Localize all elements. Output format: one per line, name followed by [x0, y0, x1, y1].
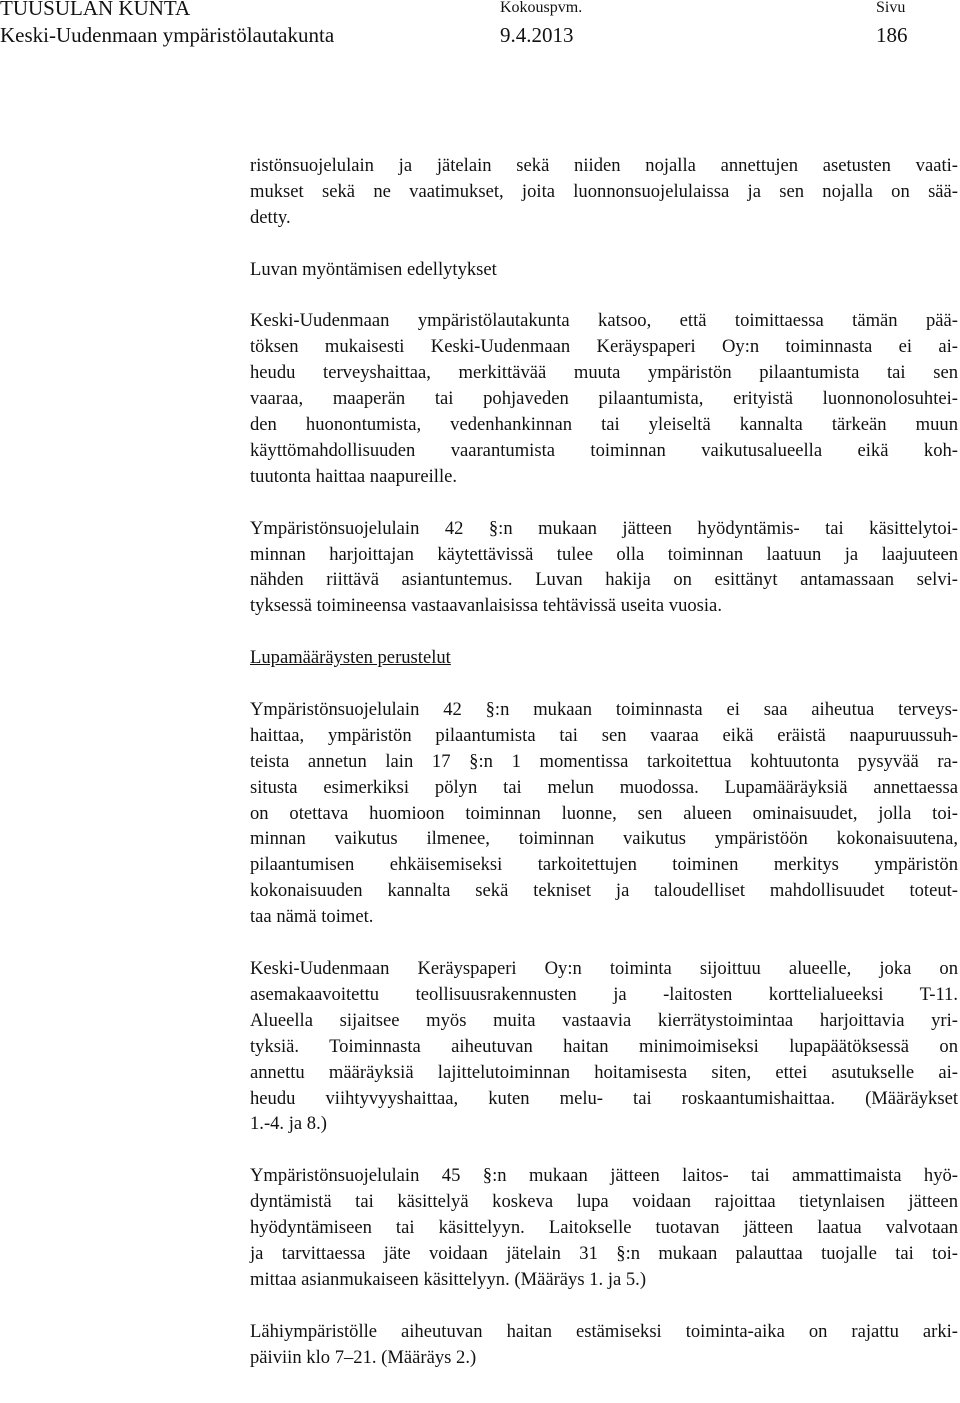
text-line: annettu määräyksiä lajittelutoiminnan hoitamisesta siten, ettei asutukselle ai-	[250, 1061, 958, 1083]
paragraph-location	[250, 956, 958, 1137]
meeting-date: 9.4.2013	[500, 23, 574, 47]
text-line: minnan vaikutus ilmenee, toiminnan vaikutus ympäristöön kokonaisuutena,	[250, 828, 958, 850]
text-line: Alueella sijaitsee myös muita vastaavia kierrätystoimintaa harjoittavia yri-	[250, 1009, 958, 1031]
text-line: mukset sekä ne vaatimukset, joita luonnonsuojelulaissa ja sen nojalla on sää-	[250, 180, 958, 202]
text-line: mittaa asianmukaiseen käsittelyyn. (Määräys 1. ja 5.)	[250, 1268, 647, 1290]
paragraph-section-42	[250, 697, 958, 930]
text-line: ristönsuojelulain ja jätelain sekä niiden nojalla annettujen asetusten vaati-	[250, 155, 958, 176]
text-line: asemakaavoitettu teollisuusrakennusten ja -laitosten korttelialueeksi T-11.	[250, 983, 958, 1005]
text-line: Ympäristönsuojelulain 42 §:n mukaan jätteen hyödyntämis- tai käsittelytoi-	[250, 517, 958, 539]
text-line: tyksessä toimineensa vastaavanlaisissa tehtävissä useita vuosia.	[250, 595, 722, 617]
text-line: Ympäristönsuojelulain 42 §:n mukaan toiminnasta ei saa aiheutua terveys-	[250, 698, 958, 720]
text-line: tyksiä. Toiminnasta aiheutuvan haitan minimoimiseksi lupapäätöksessä on	[250, 1035, 958, 1057]
paragraph-permit-conditions	[250, 308, 958, 489]
section-heading-regulation-grounds: Lupamääräysten perustelut	[250, 647, 451, 669]
paragraph-expertise	[250, 516, 958, 620]
text-line: haittaa, ympäristön pilaantumista tai sen vaaraa eikä eräistä naapuruussuh-	[250, 724, 958, 746]
text-line: detty.	[250, 206, 291, 228]
text-line: käyttömahdollisuuden vaarantumista toiminnan vaikutusalueella eikä koh-	[250, 439, 958, 461]
text-line: pilaantumisen ehkäisemiseksi tarkoitettujen toiminen merkitys ympäristön	[250, 854, 958, 876]
text-line: heudu viihtyvyyshaittaa, kuten melu- tai roskaantumishaittaa. (Määräykset	[250, 1087, 958, 1109]
department-name: Keski-Uudenmaan ympäristölautakunta	[0, 23, 335, 47]
text-line: minnan harjoittajan käytettävissä tulee olla toiminnan laatuun ja laajuuteen	[250, 543, 958, 565]
text-line: ja tarvittaessa jäte voidaan jätelain 31 §:n mukaan palauttaa tuojalle tai toi-	[250, 1242, 958, 1264]
text-line: hyödyntämiseen tai käsittelyyn. Laitokselle tuotavan jätteen laatua valvotaan	[250, 1217, 958, 1239]
page-header	[0, 0, 960, 56]
section-heading-permit-conditions: Luvan myöntämisen edellytykset	[250, 258, 497, 280]
text-line: den huonontumista, vedenhankinnan tai yleiseltä kannalta tärkeän muun	[250, 414, 958, 436]
document-body	[250, 153, 958, 1396]
text-line: Keski-Uudenmaan ympäristölautakunta katsoo, että toimittaessa tämän pää-	[250, 310, 958, 332]
text-line: dyntämistä tai käsittelyä koskeva lupa voidaan rajoittaa tietynlaisen jätteen	[250, 1191, 958, 1213]
paragraph-operating-hours	[250, 1319, 958, 1371]
text-line: Lähiympäristölle aiheutuvan haitan estämiseksi toiminta-aika on rajattu arki-	[250, 1320, 958, 1342]
text-line: taa nämä toimet.	[250, 906, 374, 928]
intro-paragraph	[250, 153, 958, 231]
text-line: teista annetun lain 17 §:n 1 momentissa tarkoitettua kohtuutonta pysyvää ra-	[250, 750, 958, 772]
page-number-label: Sivu	[876, 0, 906, 16]
text-line: kokonaisuuden kannalta sekä tekniset ja taloudelliset mahdollisuudet toteut-	[250, 880, 958, 902]
text-line: Ympäristönsuojelulain 45 §:n mukaan jätteen laitos- tai ammattimaista hyö-	[250, 1165, 958, 1187]
text-line: nähden riittävä asiantuntemus. Luvan hakija on esittänyt antamassaan selvi-	[250, 569, 958, 591]
text-line: vaaraa, maaperän tai pohjaveden pilaantumista, erityistä luonnonolosuhtei-	[250, 388, 958, 410]
text-line: Keski-Uudenmaan Keräyspaperi Oy:n toiminta sijoittuu alueelle, joka on	[250, 958, 958, 979]
text-line: 1.-4. ja 8.)	[250, 1113, 327, 1135]
text-line: tuutonta haittaa naapureille.	[250, 465, 458, 487]
page-number: 186	[876, 23, 908, 47]
text-line: situsta esimerkiksi pölyn tai melun muodossa. Lupamääräyksiä annettaessa	[250, 776, 958, 798]
text-line: töksen mukaisesti Keski-Uudenmaan Keräyspaperi Oy:n toiminnasta ei ai-	[250, 336, 958, 358]
meeting-date-label: Kokouspvm.	[500, 0, 583, 16]
organization-name: TUUSULAN KUNTA	[0, 0, 191, 20]
text-line: heudu terveyshaittaa, merkittävää muuta ympäristön pilaantumista tai sen	[250, 362, 958, 384]
paragraph-section-45	[250, 1163, 958, 1293]
text-line: päiviin klo 7–21. (Määräys 2.)	[250, 1346, 477, 1368]
text-line: on otettava huomioon toiminnan luonne, sen alueen ominaisuudet, jolla toi-	[250, 802, 958, 824]
